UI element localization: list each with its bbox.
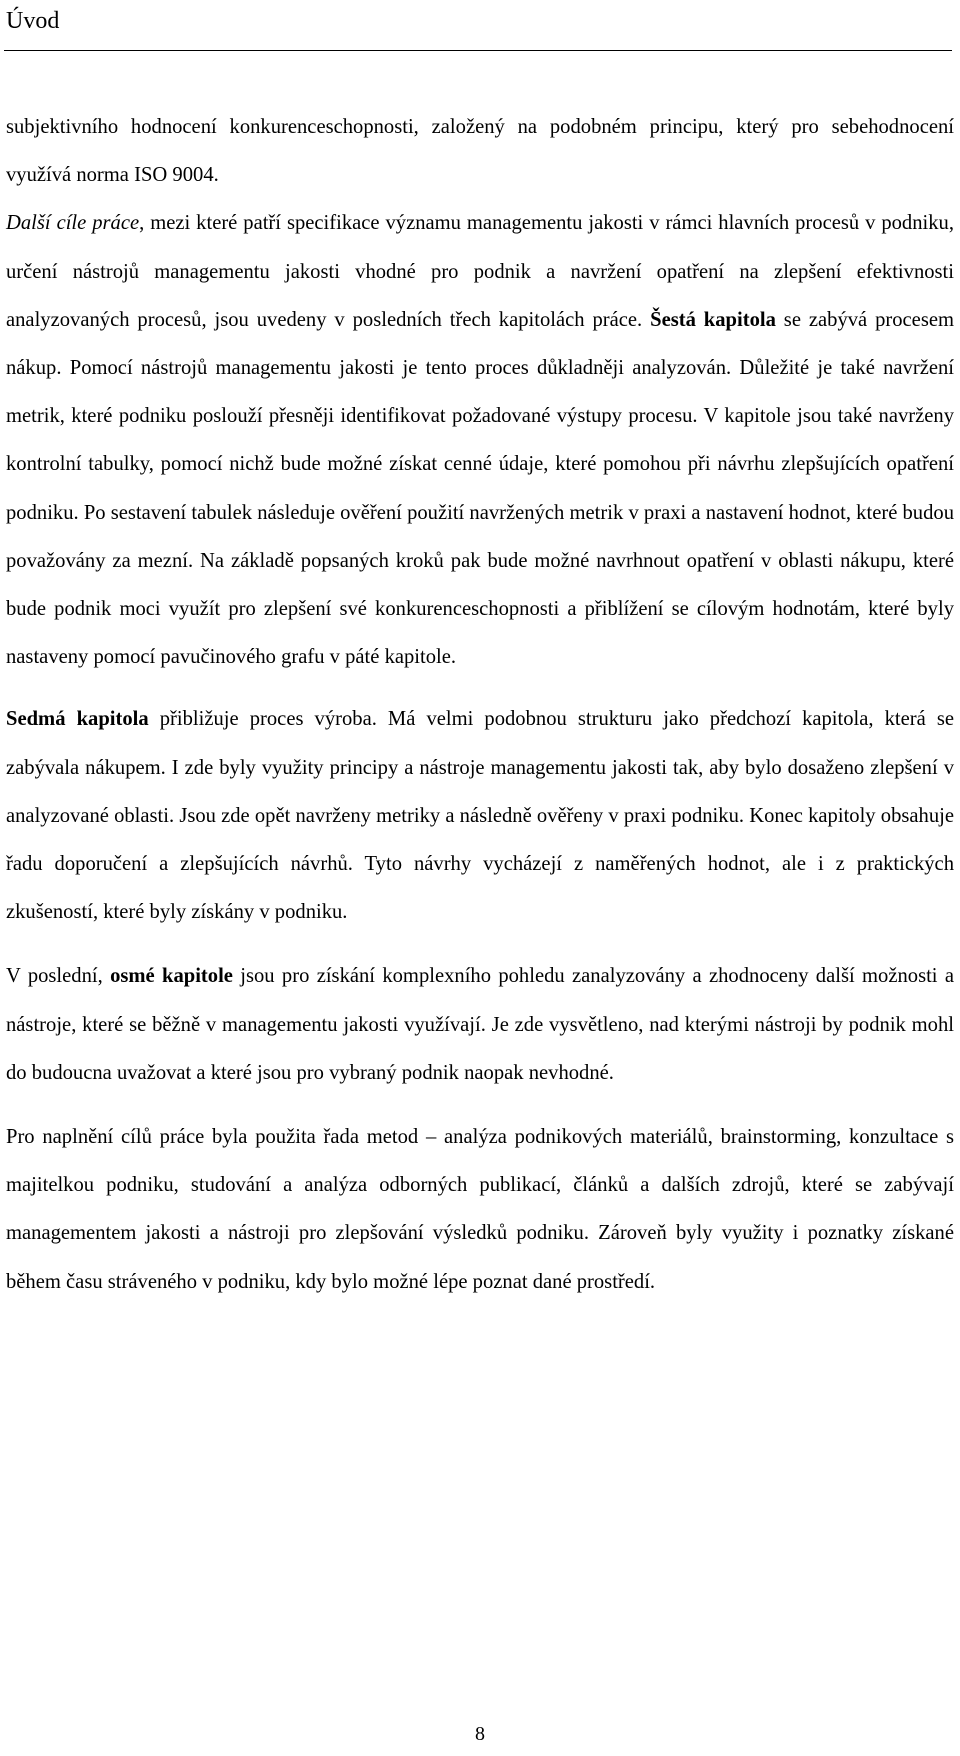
paragraph-text: subjektivního hodnocení konkurenceschopnosti, založený na podobném principu, který pro sebehodnocení využívá norma ISO 9004.	[6, 116, 954, 187]
paragraph-goals	[6, 199, 954, 681]
paragraph-eighth-chapter	[6, 952, 954, 1097]
header-title: Úvod	[6, 8, 60, 34]
paragraph-text: V poslední,	[6, 965, 111, 988]
bold-phrase-seventh-chapter: Sedmá kapitola	[6, 708, 149, 731]
running-header	[4, 2, 952, 51]
italic-phrase: Další cíle práce	[6, 212, 140, 235]
paragraph-seventh-chapter	[6, 695, 954, 936]
document-body	[6, 103, 954, 1306]
paragraph-text: se zabývá procesem nákup. Pomocí nástrojů managementu jakosti je tento proces důkladněji analyzován. Důležité je také navržení metrik, které podniku poslouží přesněji identifikovat požadované výstupy procesu. V kapitole jsou také navrženy kontrolní tabulky, pomocí nichž bude možné získat cenné údaje, které pomohou při návrhu zlepšujících opatření podniku. Po sestavení tabulek následuje ověření použití navržených metrik v praxi a nastavení hodnot, které budou považovány za mezní. Na základě popsaných kroků pak bude možné navrhnout opatření v oblasti nákupu, které bude podnik moci využít pro zlepšení své konkurenceschopnosti a přiblížení se cílovým hodnotám, které byly nastaveny pomocí pavučinového grafu v páté kapitole.	[6, 308, 954, 669]
paragraph-methods	[6, 1113, 954, 1306]
paragraph-text: jsou pro získání komplexního pohledu zanalyzovány a zhodnoceny další možnosti a nástroje, které se běžně v managementu jakosti využívají. Je zde vysvětleno, nad kterými nástroji by podnik mohl do budoucna uvažovat a které jsou pro vybraný podnik naopak nevhodné.	[6, 965, 954, 1084]
bold-phrase-sixth-chapter: Šestá kapitola	[650, 308, 776, 331]
paragraph-iso-9004	[6, 103, 954, 199]
paragraph-text: Pro naplnění cílů práce byla použita řada metod – analýza podnikových materiálů, brainstorming, konzultace s majitelkou podniku, studování a analýza odborných publikací, článků a dalších zdrojů, které se zabývají managementem jakosti a nástroji pro zlepšování výsledků podniku. Zároveň byly využity i poznatky získané během času stráveného v podniku, kdy bylo možné lépe poznat dané prostředí.	[6, 1126, 954, 1293]
bold-phrase-eighth-chapter: osmé kapitole	[110, 965, 233, 988]
paragraph-text: přibližuje proces výroba. Má velmi podobnou strukturu jako předchozí kapitola, která se zabývala nákupem. I zde byly využity principy a nástroje managementu jakosti tak, aby bylo dosaženo zlepšení v analyzované oblasti. Jsou zde opět navrženy metriky a následně ověřeny v praxi podniku. Konec kapitoly obsahuje řadu doporučení a zlepšujících návrhů. Tyto návrhy vycházejí z naměřených hodnot, ale i z praktických zkušeností, které byly získány v podniku.	[6, 708, 954, 924]
paragraph-text: , mezi které patří specifikace významu managementu jakosti v rámci hlavních procesů v podniku, určení nástrojů managementu jakosti vhodné pro podnik a navržení opatření na zlepšení efektivnosti analyzovaných procesů, jsou uvedeny v posledních třech kapitolách práce.	[6, 212, 954, 331]
page-number: 8	[475, 1723, 485, 1745]
